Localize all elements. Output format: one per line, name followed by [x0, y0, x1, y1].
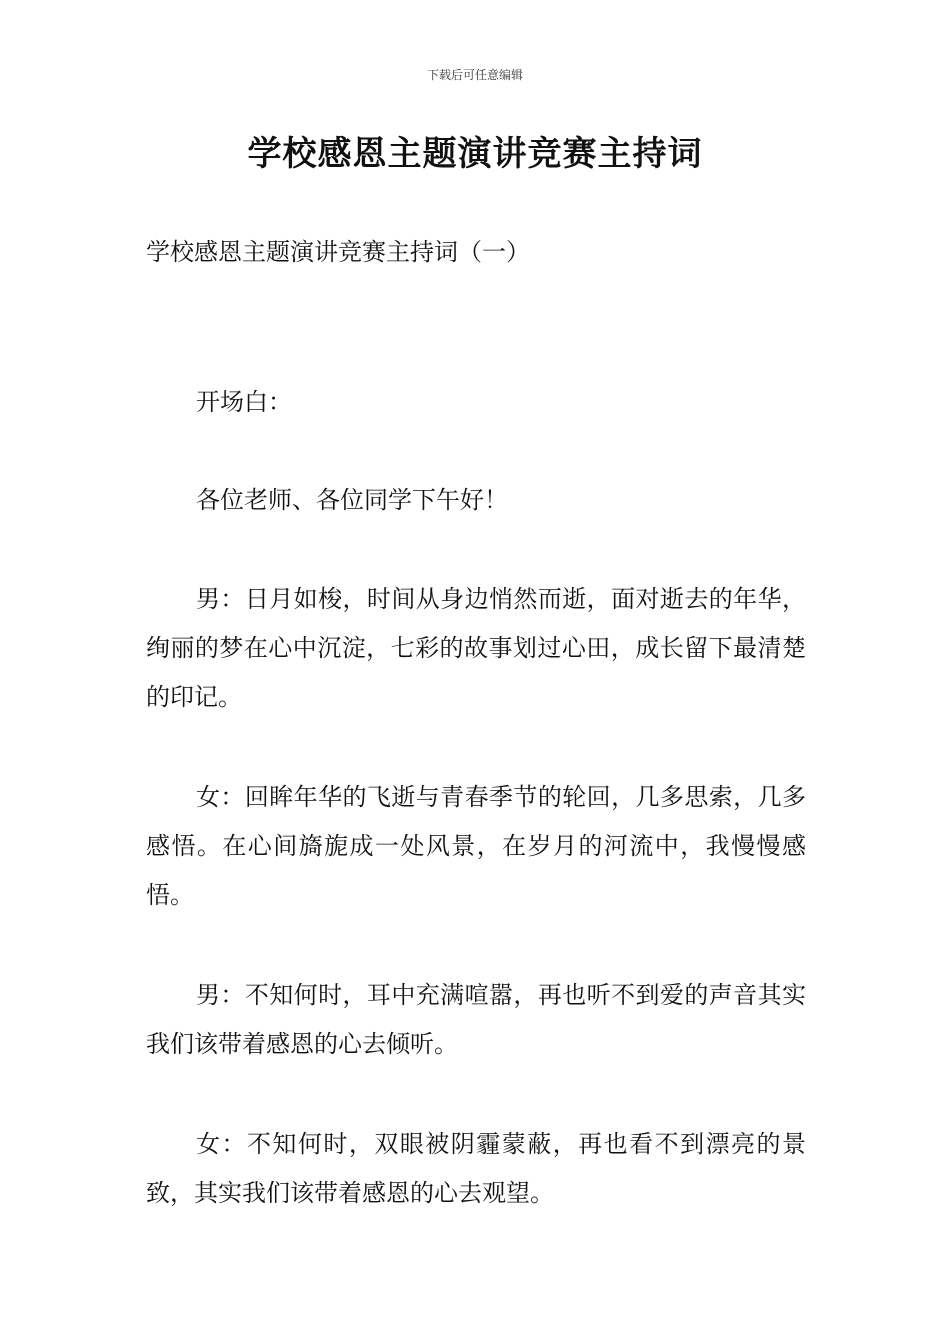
paragraph-greeting: 各位老师、各位同学下午好！	[196, 486, 508, 514]
paragraph-female-2: 女：不知何时，双眼被阴霾蒙蔽，再也看不到漂亮的景致，其实我们该带着感恩的心去观望。	[146, 1130, 806, 1207]
paragraph-opening: 开场白：	[196, 388, 292, 416]
section-title: 学校感恩主题演讲竞赛主持词（一）	[146, 238, 530, 266]
paragraph-female-1: 女：回眸年华的飞逝与青春季节的轮回，几多思索，几多感悟。在心间旖旎成一处风景，在岁月的河流中，我慢慢感悟。	[146, 783, 806, 909]
paragraph-male-2: 男：不知何时，耳中充满喧嚣，再也听不到爱的声音其实我们该带着感恩的心去倾听。	[146, 981, 806, 1058]
document-title: 学校感恩主题演讲竞赛主持词	[247, 134, 703, 174]
paragraph-male-1: 男：日月如梭，时间从身边悄然而逝，面对逝去的年华，绚丽的梦在心中沉淀，七彩的故事划过心田，成长留下最清楚的印记。	[146, 585, 806, 711]
page-header-note: 下载后可任意编辑	[426, 68, 523, 82]
